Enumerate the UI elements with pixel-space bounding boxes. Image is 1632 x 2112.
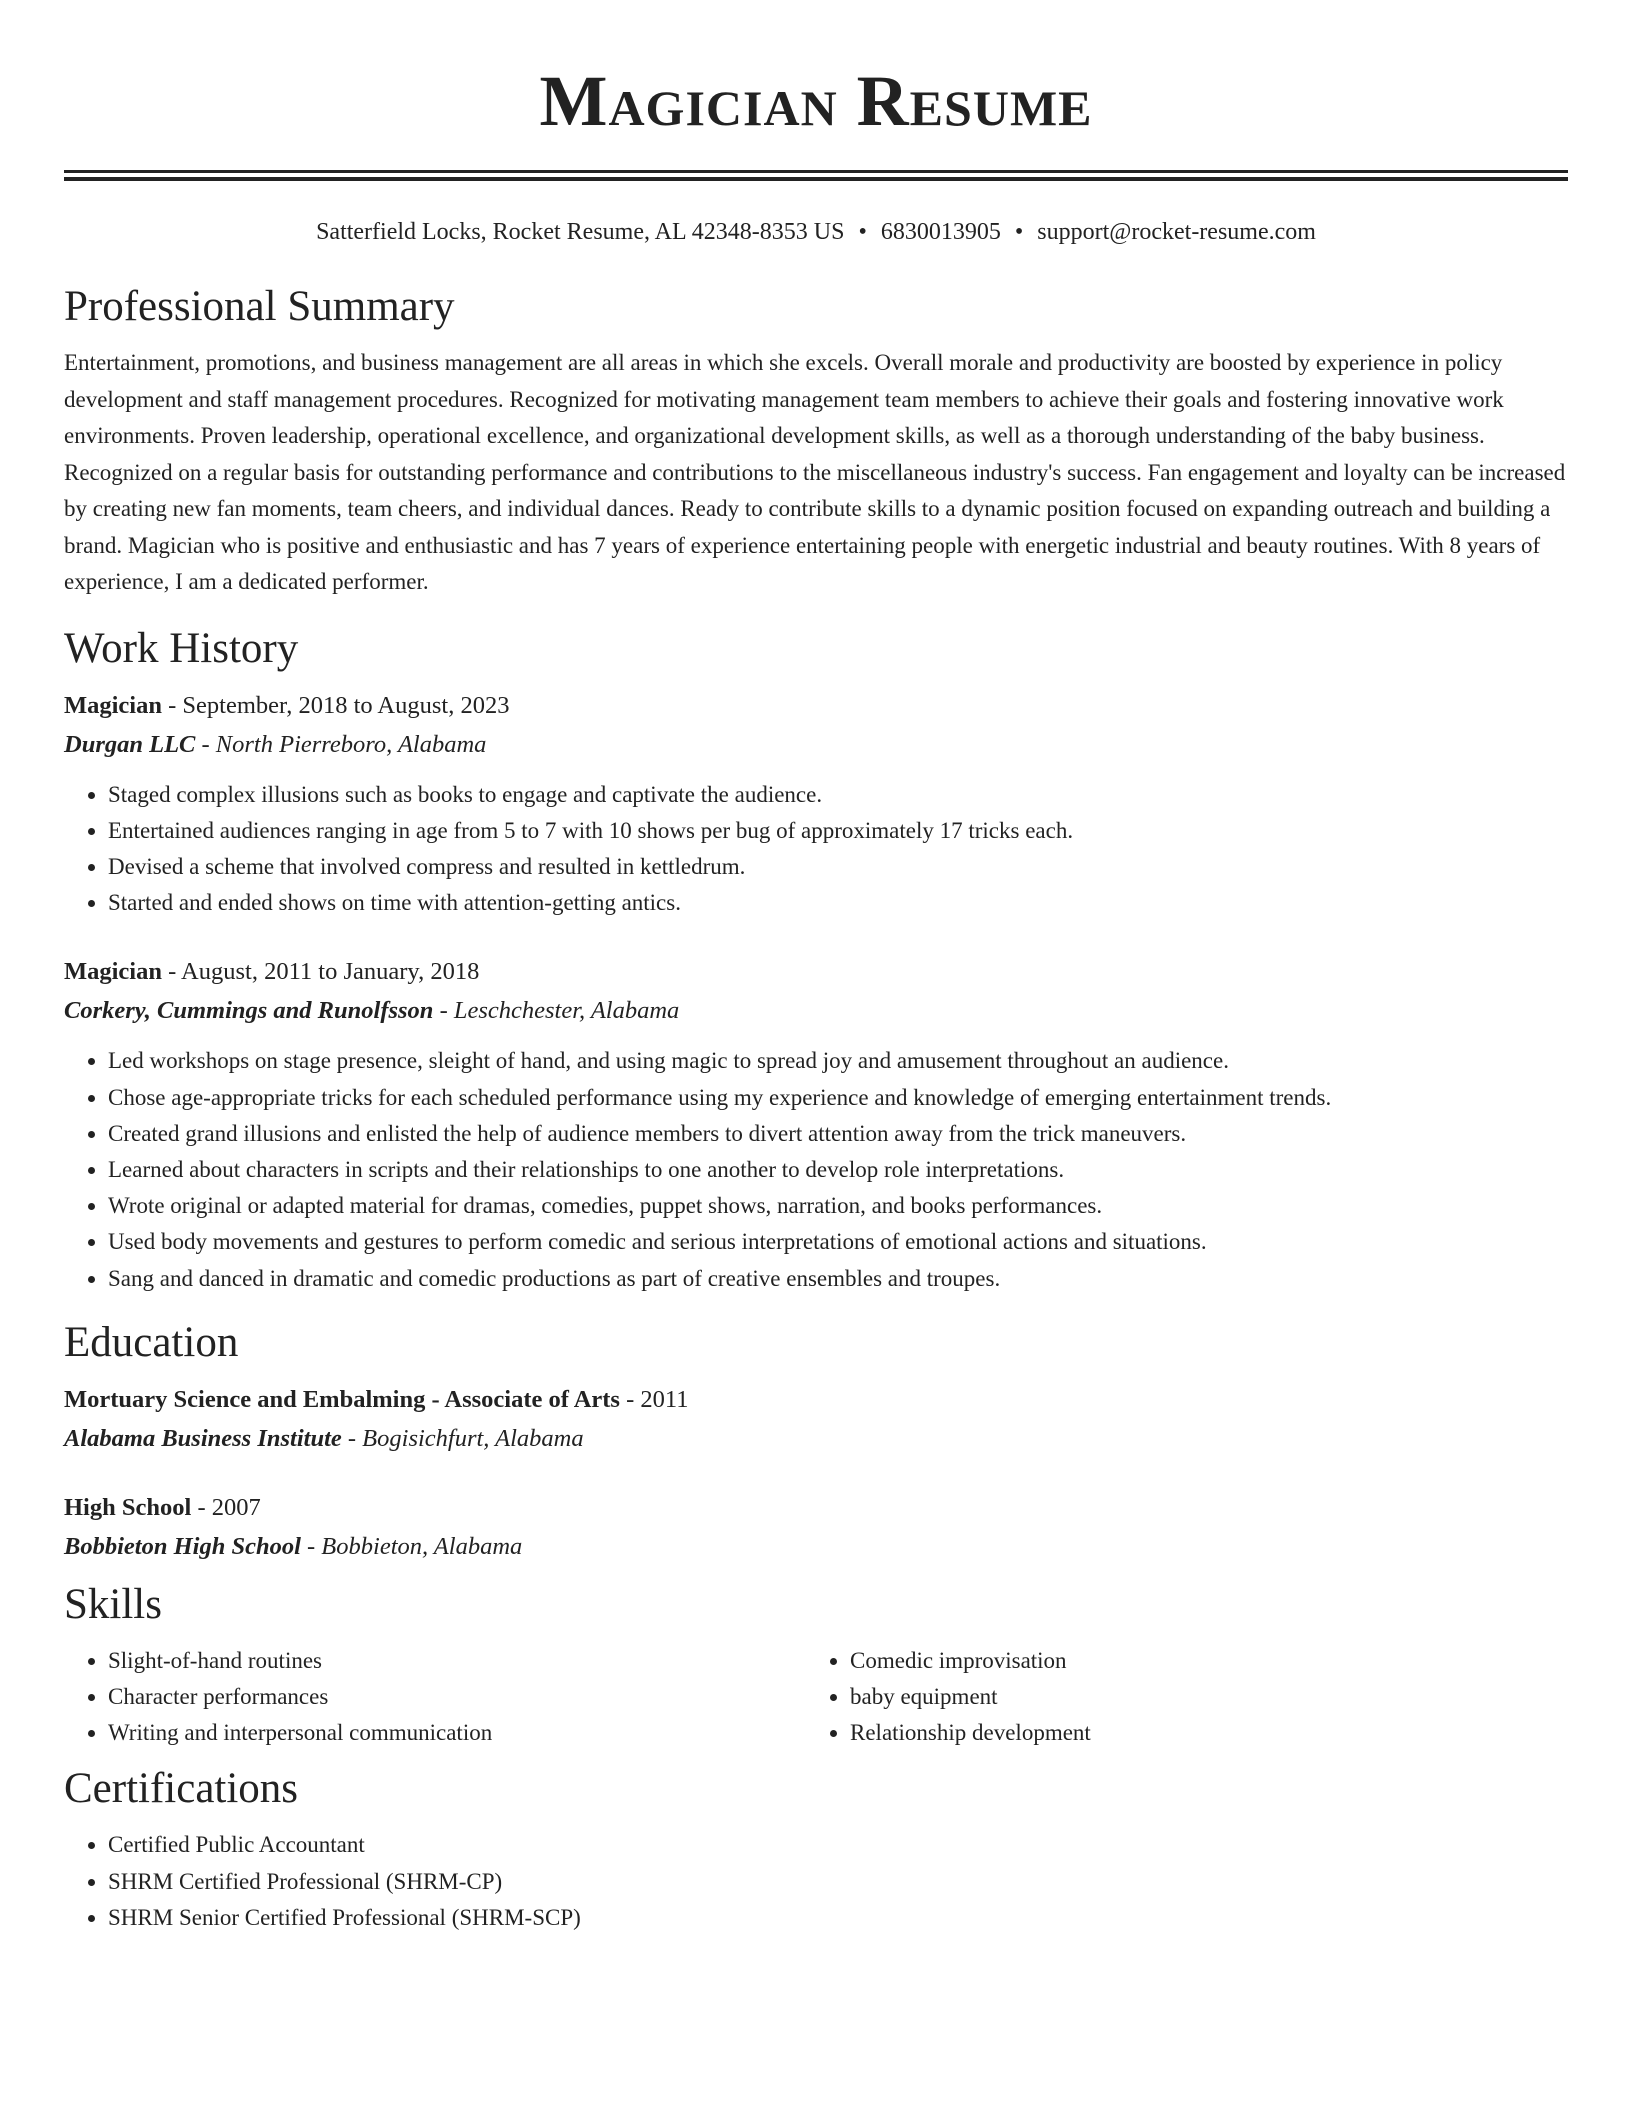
contact-address: Satterfield Locks, Rocket Resume, AL 42348-8353 US [316, 219, 845, 245]
degree: High School [64, 1493, 192, 1521]
certifications-heading: Certifications [64, 1765, 299, 1813]
skill-item: • baby equipment [850, 1679, 1548, 1715]
list-item: • Created grand illusions and enlisted the help of audience members to divert attention away from the trick maneuvers. [108, 1116, 1568, 1152]
school-line [64, 1419, 1568, 1459]
summary-heading: Professional Summary [64, 283, 455, 330]
certification-item: • SHRM Certified Professional (SHRM-CP) [108, 1864, 1568, 1900]
job-bullets [64, 777, 1568, 922]
skill-item: • Writing and interpersonal communication [108, 1715, 806, 1751]
list-item: • Entertained audiences ranging in age from 5 to 7 with 10 shows per bug of approximately 17 tricks each. [108, 813, 1568, 849]
degree-line [64, 1489, 1568, 1527]
list-item: • Devised a scheme that involved compress and resulted in kettledrum. [108, 849, 1568, 885]
skill-item: • Relationship development [850, 1715, 1548, 1751]
school-line [64, 1527, 1568, 1567]
contact-separator: • [1014, 219, 1024, 245]
certifications-section [64, 1763, 1568, 1936]
summary-section [64, 281, 1568, 601]
education-entry [64, 1381, 1568, 1459]
education-section [64, 1317, 1568, 1567]
summary-text: Entertainment, promotions, and business management are all areas in which she excels. Overall morale and productivity are boosted by experience in policy development and staff management procedures. Recognized for motivating management team members to achieve their goals and fostering innovative work environments. Proven leadership, operational excellence, and organizational development skills, as well as a thorough understanding of the baby business. Recognized on a regular basis for outstanding performance and contributions to the miscellaneous industry's success. Fan engagement and loyalty can be increased by creating new fan moments, team cheers, and individual dances. Ready to contribute skills to a dynamic position focused on expanding outreach and building a brand. Magician who is positive and enthusiastic and has 7 years of experience entertaining people with energetic industrial and beauty routines. With 8 years of experience, I am a dedicated performer. [64, 350, 1566, 594]
list-item: • Used body movements and gestures to perform comedic and serious interpretations of emotional actions and situations. [108, 1224, 1568, 1260]
skill-item: • Comedic improvisation [850, 1643, 1548, 1679]
graduation-year: - 2011 [619, 1385, 689, 1413]
school-name: Alabama Business Institute [64, 1424, 342, 1452]
job-company: Durgan LLC [64, 730, 196, 758]
job-entry [64, 687, 1568, 922]
list-item: • Wrote original or adapted material for dramas, comedies, puppet shows, narration, and books performances. [108, 1188, 1568, 1224]
resume-title: Magician Resume [539, 61, 1093, 141]
list-item: • Sang and danced in dramatic and comedic productions as part of creative ensembles and troupes. [108, 1261, 1568, 1297]
school-name: Bobbieton High School [64, 1532, 301, 1560]
job-title-line [64, 687, 1568, 725]
graduation-year: - 2007 [191, 1493, 261, 1521]
skills-heading: Skills [64, 1580, 162, 1628]
degree: Mortuary Science and Embalming - Associate of Arts [64, 1385, 620, 1413]
job-title: Magician [64, 691, 162, 719]
skills-column-left [64, 1643, 806, 1752]
skill-item: • Character performances [108, 1679, 806, 1715]
job-dates: - September, 2018 to August, 2023 [162, 691, 510, 719]
list-item: • Led workshops on stage presence, sleight of hand, and using magic to spread joy and amusement throughout an audience. [108, 1043, 1568, 1079]
job-entry [64, 953, 1568, 1296]
list-item: • Started and ended shows on time with attention-getting antics. [108, 885, 1568, 921]
degree-line [64, 1381, 1568, 1419]
job-title: Magician [64, 958, 162, 986]
job-dates: - August, 2011 to January, 2018 [162, 958, 480, 986]
skills-columns [64, 1643, 1568, 1752]
list-item: • Learned about characters in scripts and their relationships to one another to develop role interpretations. [108, 1152, 1568, 1188]
job-location: - North Pierreboro, Alabama [195, 730, 487, 758]
contact-phone: 6830013905 [880, 219, 1001, 245]
education-entry [64, 1489, 1568, 1567]
job-bullets [64, 1043, 1568, 1296]
education-heading: Education [64, 1318, 239, 1366]
job-location: - Leschchester, Alabama [433, 997, 680, 1025]
list-item: • Staged complex illusions such as books to engage and captivate the audience. [108, 777, 1568, 813]
certification-item: • Certified Public Accountant [108, 1827, 1568, 1863]
title-divider [64, 170, 1568, 181]
skill-item: • Slight-of-hand routines [108, 1643, 806, 1679]
school-location: - Bogisichfurt, Alabama [341, 1424, 584, 1452]
list-item: • Chose age-appropriate tricks for each scheduled performance using my experience and knowledge of emerging entertainment trends. [108, 1080, 1568, 1116]
work-history-heading: Work History [64, 624, 299, 672]
certification-item: • SHRM Senior Certified Professional (SHRM-SCP) [108, 1900, 1568, 1936]
job-company-line [64, 991, 1568, 1031]
contact-separator: • [858, 219, 867, 245]
contact-line [64, 217, 1568, 247]
job-title-line [64, 953, 1568, 991]
skills-section [64, 1579, 1568, 1752]
certifications-list [64, 1827, 1568, 1936]
school-location: - Bobbieton, Alabama [300, 1532, 523, 1560]
contact-email: support@rocket-resume.com [1037, 219, 1316, 245]
job-company-line [64, 725, 1568, 765]
work-history-section [64, 623, 1568, 1297]
job-company: Corkery, Cummings and Runolfsson [64, 997, 434, 1025]
skills-column-right [806, 1643, 1548, 1752]
